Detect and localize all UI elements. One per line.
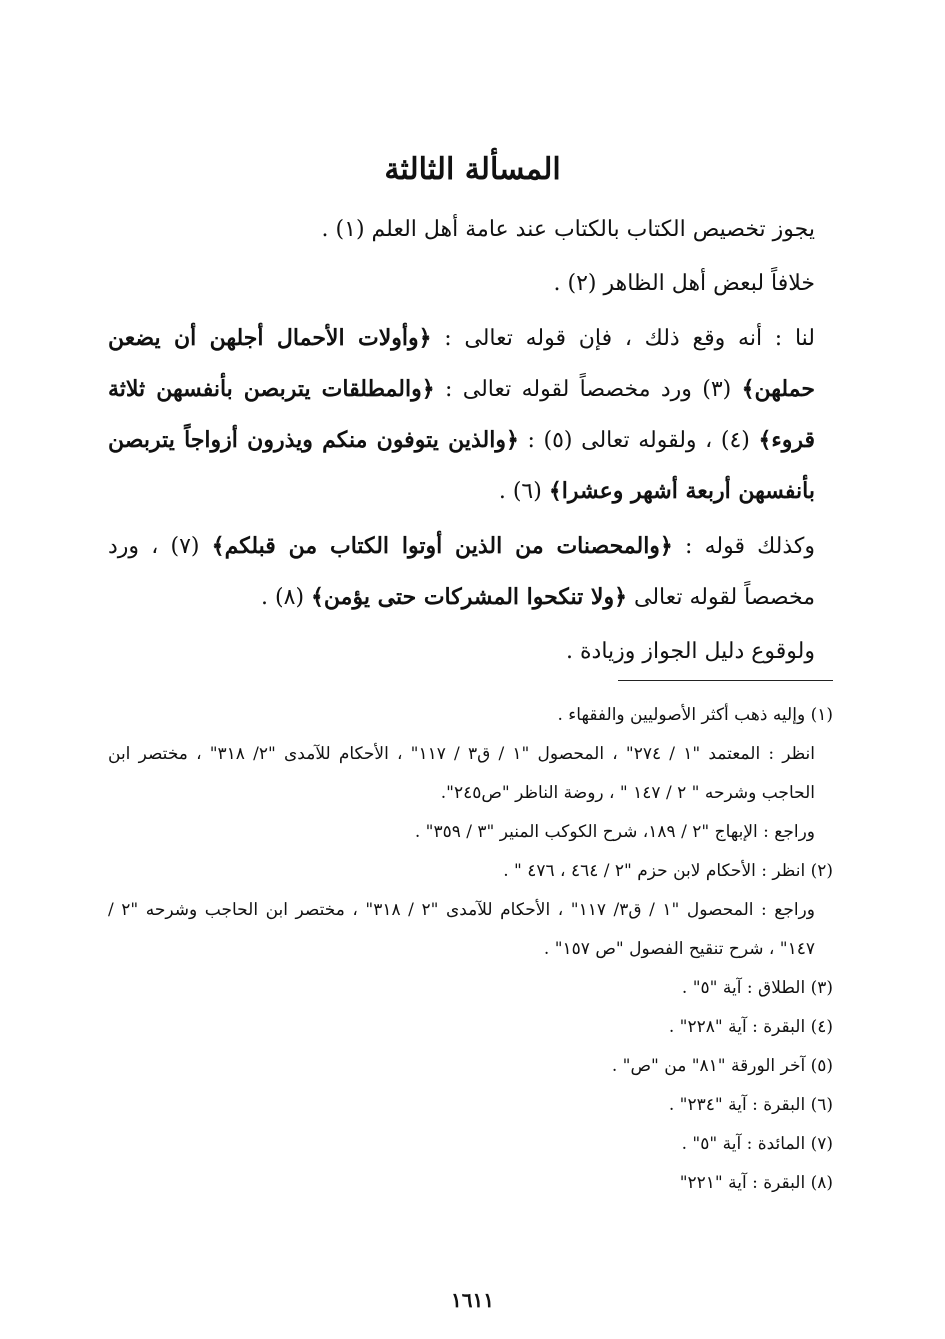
paragraph-4-text-c: (٨) . (261, 585, 312, 610)
footnote-divider (618, 680, 833, 681)
paragraph-3-text-a: لنا : أنه وقع ذلك ، فإن قوله تعالى : (431, 326, 815, 351)
paragraph-3-text-d: (٦) . (498, 479, 549, 504)
section-heading: المسألة الثالثة (384, 152, 561, 187)
footnote-1: (١) وإليه ذهب أكثر الأصوليين والفقهاء . (557, 705, 833, 725)
paragraph-3 (108, 313, 833, 517)
footnote-2-see-also: وراجع : المحصول "١ / ق٣/ ١١٧" ، الأحكام للآمدى "٢ / ٣١٨" ، مختصر ابن الحاجب وشرحه "٢ / ١٤٧" ، شرح تنقيح الفصول "ص ١٥٧" . (108, 900, 815, 959)
footnote-4: (٤) البقرة : آية "٢٢٨" . (668, 1017, 833, 1037)
footnote-5: (٥) آخر الورقة "٨١" من "ص" . (611, 1056, 833, 1076)
main-body (108, 205, 833, 681)
paragraph-1: يجوز تخصيص الكتاب بالكتاب عند عامة أهل العلم (١) . (321, 217, 815, 242)
footnote-6: (٦) البقرة : آية "٢٣٤" . (668, 1095, 833, 1115)
footnote-3: (٣) الطلاق : آية "٥" . (681, 978, 833, 998)
paragraph-5: ولوقوع دليل الجواز وزيادة . (566, 639, 815, 664)
paragraph-2: خلافاً لبعض أهل الظاهر (٢) . (553, 271, 815, 296)
paragraph-3-text-b: (٣) ورد مخصصاً لقوله تعالى : (434, 377, 742, 402)
paragraph-3-text-c: (٤) ، ولقوله تعالى (٥) : (518, 428, 759, 453)
footnotes (108, 696, 833, 1203)
footnote-8: (٨) البقرة : آية "٢٢١" (679, 1173, 833, 1193)
paragraph-4 (108, 521, 833, 623)
footnote-7: (٧) المائدة : آية "٥" . (681, 1134, 833, 1154)
quran-quote-4: ﴿والمحصنات من الذين أوتوا الكتاب من قبلكم﴾ (211, 533, 673, 559)
paragraph-4-text-a: وكذلك قوله : (672, 534, 816, 559)
quran-quote-2: ﴿والمطلقات يتربصن بأنفسهن ثلاثة قروء﴾ (108, 376, 815, 453)
page-number: ١٦١١ (451, 1288, 494, 1312)
paragraph-4-text-b: (٧) ، ورد مخصصاً لقوله تعالى (108, 534, 815, 610)
quran-quote-5: ﴿ولا تنكحوا المشركات حتى يؤمن﴾ (311, 584, 627, 610)
footnote-2: (٢) انظر : الأحكام لابن حزم "٢ / ٤٦٤ ، ٤٧٦ " . (503, 861, 833, 881)
quran-quote-1: ﴿وأولات الأحمال أجلهن أن يضعن حملهن﴾ (108, 325, 815, 402)
footnote-1-see-also: وراجع : الإبهاج "٢ / ١٨٩، شرح الكوكب المنير "٣ / ٣٥٩" . (414, 822, 815, 842)
quran-quote-3: ﴿والذين يتوفون منكم ويذرون أزواجاً يتربصن بأنفسهن أربعة أشهر وعشرا﴾ (108, 427, 815, 504)
footnote-1-refs: انظر : المعتمد "١ / ٢٧٤" ، المحصول "١ / ق٣ / ١١٧" ، الأحكام للآمدى "٢/ ٣١٨" ، مختصر ابن الحاجب وشرحه " ٢ / ١٤٧ " ، روضة الناظر "ص٢٤٥". (108, 744, 816, 803)
